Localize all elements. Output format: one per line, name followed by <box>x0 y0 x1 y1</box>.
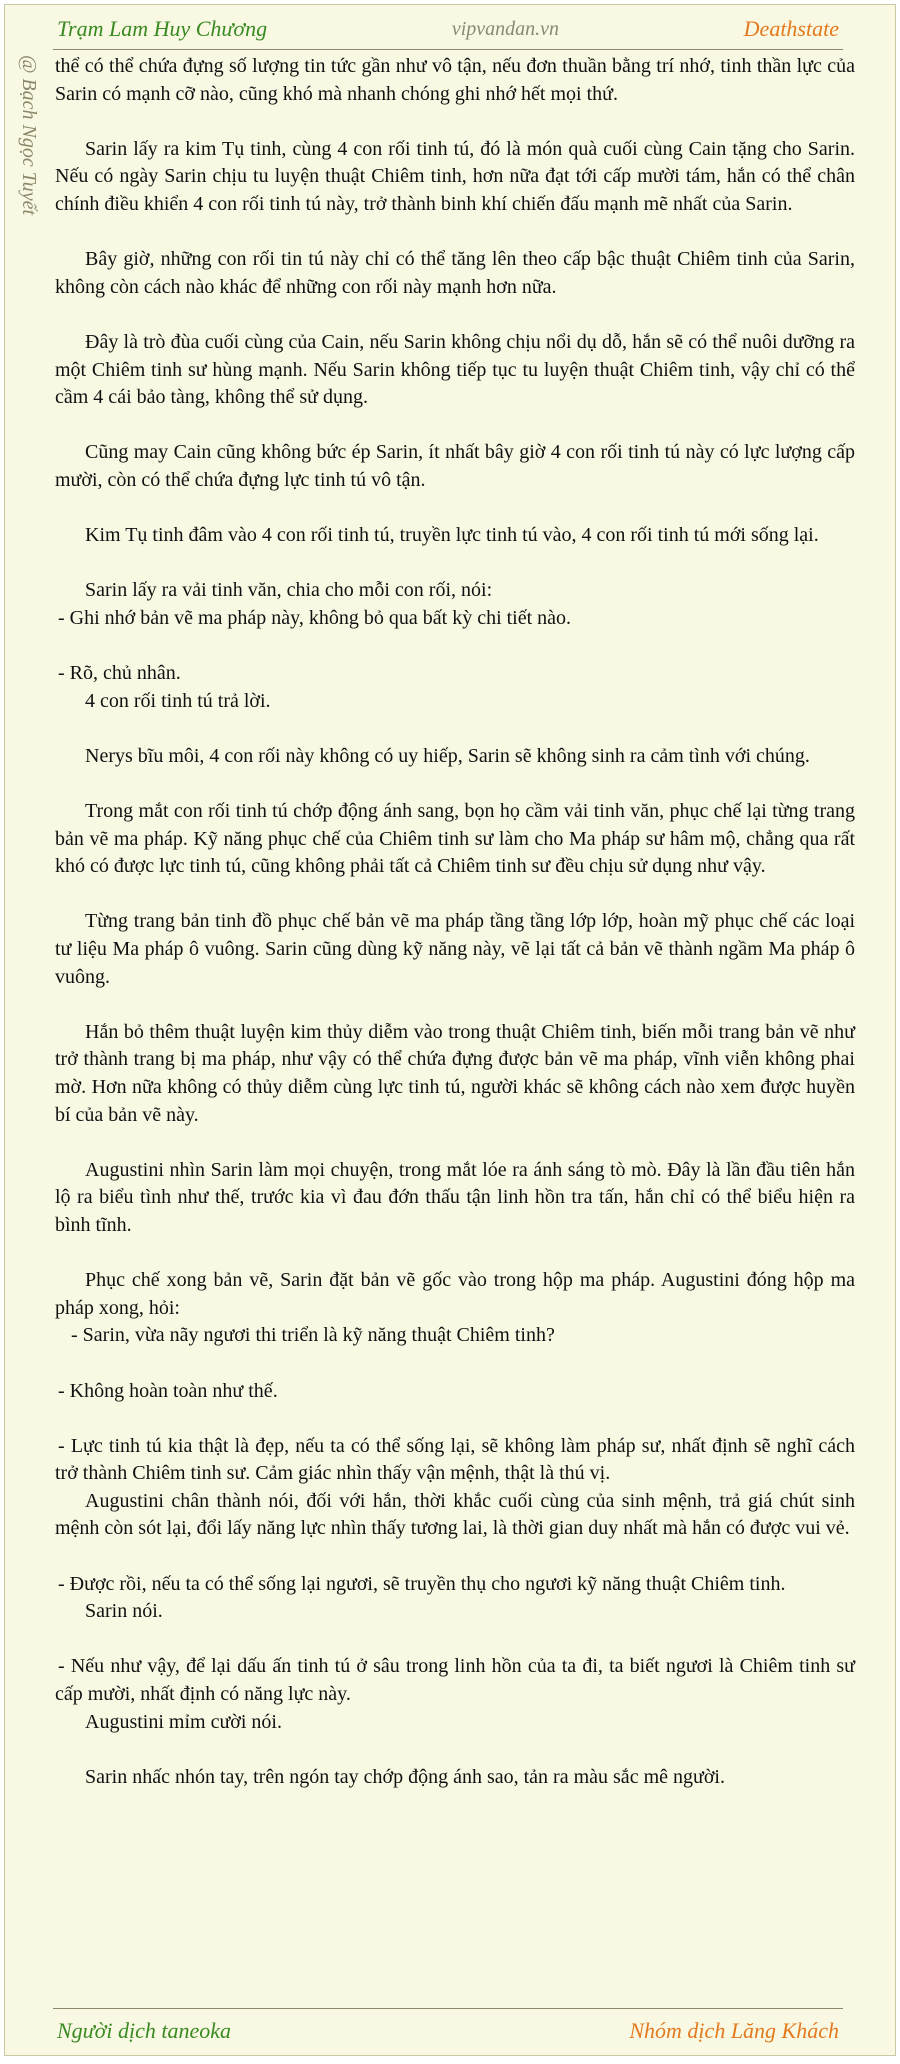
paragraph: Trong mắt con rối tinh tú chớp động ánh sang, bọn họ cầm vải tinh văn, phục chế lại từng trang bản vẽ ma pháp. Kỹ năng phục chế của Chiêm tinh sư làm cho Ma pháp sư hâm mộ, chẳng qua rất khó có được lực tinh tú, cũng không phải tất cả Chiêm tinh sư đều chịu sử dụng như vậy. <box>55 800 855 878</box>
footer-translator: Người dịch taneoka <box>57 2018 232 2043</box>
paragraph: 4 con rối tinh tú trả lời. <box>85 689 271 712</box>
header-divider <box>53 49 843 50</box>
dialogue-line: - Lực tinh tú kia thật là đẹp, nếu ta có thể sống lại, sẽ không làm pháp sư, nhất định sẽ nghĩ cách trở thành Chiêm tinh sư. Cảm giác nhìn thấy vận mệnh, thật là thú vị. <box>55 1434 855 1485</box>
footer-group: Nhóm dịch Lăng Khách <box>629 2018 839 2043</box>
header-author: Deathstate <box>743 16 839 41</box>
document-page <box>4 4 896 2056</box>
paragraph: Augustini mỉm cười nói. <box>85 1710 282 1733</box>
paragraph: Kim Tụ tinh đâm vào 4 con rối tinh tú, truyền lực tinh tú vào, 4 con rối tinh tú mới sống lại. <box>85 524 819 547</box>
side-credit <box>13 55 43 305</box>
dialogue-line: - Được rồi, nếu ta có thể sống lại ngươi, sẽ truyền thụ cho ngươi kỹ năng thuật Chiêm tinh. <box>58 1572 786 1595</box>
paragraph: Phục chế xong bản vẽ, Sarin đặt bản vẽ gốc vào trong hộp ma pháp. Augustini đóng hộp ma pháp xong, hỏi: <box>55 1269 855 1319</box>
paragraph: Nerys bĩu môi, 4 con rối này không có uy hiếp, Sarin sẽ không sinh ra cảm tình với chúng. <box>85 744 810 767</box>
paragraph: Sarin nói. <box>85 1600 163 1623</box>
paragraph: Từng trang bản tinh đồ phục chế bản vẽ ma pháp tầng tầng lớp lớp, hoàn mỹ phục chế các loại tư liệu Ma pháp ô vuông. Sarin cũng dùng kỹ năng này, vẽ lại tất cả bản vẽ thành ngầm Ma pháp ô vuông. <box>55 910 855 988</box>
paragraph: Hắn bỏ thêm thuật luyện kim thủy diễm vào trong thuật Chiêm tinh, biến mỗi trang bản vẽ như trở thành trang bị ma pháp, như vậy có thể chứa đựng được bản vẽ ma pháp, vĩnh viễn không phai mờ. Hơn nữa không có thủy diễm cùng lực tinh tú, người khác sẽ không cách nào xem được huyền bí của bản vẽ này. <box>55 1020 855 1126</box>
dialogue-line: - Sarin, vừa nãy ngươi thi triển là kỹ năng thuật Chiêm tinh? <box>71 1324 555 1347</box>
paragraph: Augustini nhìn Sarin làm mọi chuyện, trong mắt lóe ra ánh sáng tò mò. Đây là lần đầu tiên hắn lộ ra biểu tình như thế, trước kia vì đau đớn thấu tận linh hồn tra tấn, hắn chỉ có thể biểu hiện ra bình tĩnh. <box>55 1158 855 1236</box>
dialogue-line: - Ghi nhớ bản vẽ ma pháp này, không bỏ qua bất kỳ chi tiết nào. <box>58 606 572 629</box>
page-footer <box>57 2013 839 2049</box>
paragraph: Cũng may Cain cũng không bức ép Sarin, ít nhất bây giờ 4 con rối tinh tú này có lực lượng cấp mười, còn có thể chứa đựng lực tinh tú vô tận. <box>55 441 855 491</box>
paragraph: Sarin lấy ra kim Tụ tinh, cùng 4 con rối tinh tú, đó là món quà cuối cùng Cain tặng cho Sarin. Nếu có ngày Sarin chịu tu luyện thuật Chiêm tinh, hơn nữa đạt tới cấp mười tám, hắn có thể chân chính điều khiển 4 con rối tinh tú này, trở thành binh khí chiến đấu mạnh mẽ nhất của Sarin. <box>55 137 855 215</box>
header-website: vipvandan.vn <box>451 17 560 40</box>
body-text <box>55 53 855 1791</box>
paragraph: Sarin lấy ra vải tinh văn, chia cho mỗi con rối, nói: <box>85 579 493 602</box>
dialogue-line: - Nếu như vậy, để lại dấu ấn tinh tú ở sâu trong linh hồn của ta đi, ta biết ngươi là Chiêm tinh sư cấp mười, nhất định có năng lực này. <box>55 1655 855 1706</box>
paragraph: Augustini chân thành nói, đối với hắn, thời khắc cuối cùng của sinh mệnh, trả giá chút sinh mệnh còn sót lại, đổi lấy năng lực nhìn thấy tương lai, là thời gian duy nhất mà hắn có được vui vẻ. <box>55 1489 855 1540</box>
footer-divider <box>53 2008 843 2009</box>
paragraph: thể có thể chứa đựng số lượng tin tức gần như vô tận, nếu đơn thuần bằng trí nhớ, tinh thần lực của Sarin có mạnh cỡ nào, cũng khó mà nhanh chóng ghi nhớ hết mọi thứ. <box>55 55 855 105</box>
paragraph: Đây là trò đùa cuối cùng của Cain, nếu Sarin không chịu nổi dụ dỗ, hắn sẽ có thể nuôi dưỡng ra một Chiêm tinh sư hùng mạnh. Nếu Sarin không tiếp tục tu luyện thuật Chiêm tinh, vậy chỉ có thể cầm 4 cái bảo tàng, không thể sử dụng. <box>55 330 855 409</box>
page-header <box>57 11 839 47</box>
dialogue-line: - Rõ, chủ nhân. <box>58 662 181 685</box>
dialogue-line: - Không hoàn toàn như thế. <box>58 1379 278 1402</box>
paragraph: Sarin nhấc nhón tay, trên ngón tay chớp động ánh sao, tản ra màu sắc mê người. <box>85 1765 725 1788</box>
side-credit-text: @ Bạch Ngọc Tuyết <box>18 55 40 216</box>
paragraph: Bây giờ, những con rối tin tú này chỉ có thể tăng lên theo cấp bậc thuật Chiêm tinh của Sarin, không còn cách nào khác để những con rối này mạnh hơn nữa. <box>55 248 855 298</box>
header-title: Trạm Lam Huy Chương <box>57 16 268 41</box>
